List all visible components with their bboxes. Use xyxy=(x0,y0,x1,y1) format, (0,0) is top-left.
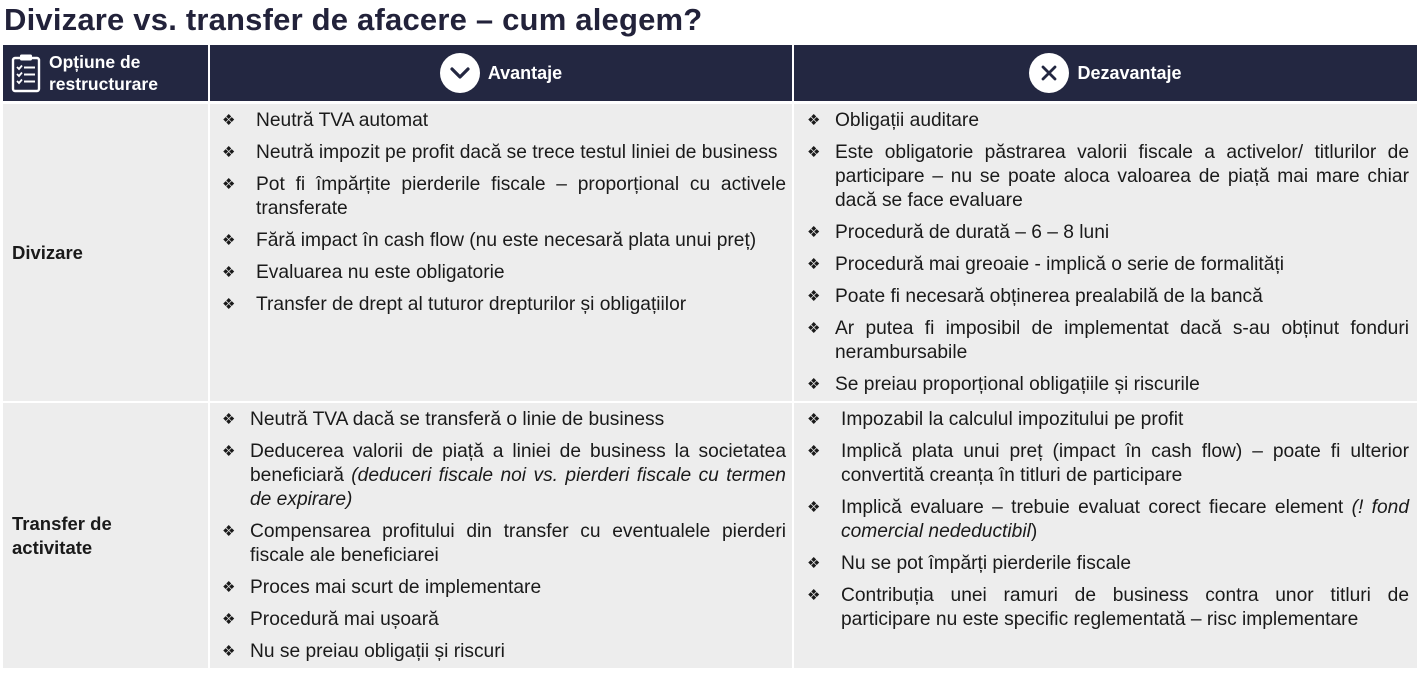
diamond-bullet-icon: ❖ xyxy=(222,264,236,281)
list-item: ❖ Proces mai scurt de implementare xyxy=(222,577,542,598)
list-item: ❖ Ar putea fi imposibil de implementat dacă s-au obținut fonduri nerambursabile xyxy=(807,318,1409,363)
list-item: ❖ Se preiau proporțional obligațiile și riscurile xyxy=(807,374,1200,395)
header-option-label: Opțiune de restructurare xyxy=(49,52,158,94)
list-item: ❖ Implică evaluare – trebuie evaluat corect fiecare element (! fond comercial nedeductibil) xyxy=(807,497,1409,542)
clipboard-checklist-icon xyxy=(9,51,43,95)
diamond-bullet-icon: ❖ xyxy=(222,232,236,249)
comparison-table xyxy=(3,45,1417,668)
list-item: ❖ Contribuția unei ramuri de business contra unor titluri de participare nu este specific reglementată – risc implementare xyxy=(807,585,1409,630)
list-item: ❖ Obligații auditare xyxy=(807,110,979,131)
header-option xyxy=(3,45,208,101)
advantages-list xyxy=(210,104,792,317)
diamond-bullet-icon: ❖ xyxy=(807,256,821,273)
diamond-bullet-icon: ❖ xyxy=(807,224,821,241)
list-item: ❖ Este obligatorie păstrarea valorii fiscale a activelor/ titlurilor de participare – nu se poate aloca valoarea de piață mai mare chiar dacă se face evaluare xyxy=(807,142,1409,211)
diamond-bullet-icon: ❖ xyxy=(222,579,236,596)
header-advantages-label: Avantaje xyxy=(487,63,563,83)
list-item: ❖ Neutră TVA dacă se transferă o linie de business xyxy=(222,409,665,430)
list-item: ❖ Neutră impozit pe profit dacă se trece testul liniei de business xyxy=(222,142,778,163)
list-item: ❖ Poate fi necesară obținerea prealabilă de la bancă xyxy=(807,286,1263,307)
diamond-bullet-icon: ❖ xyxy=(222,611,236,628)
list-item: ❖ Compensarea profitului din transfer cu eventualele pierderi fiscale ale beneficiarei xyxy=(222,521,786,566)
header-disadvantages-label: Dezavantaje xyxy=(1077,63,1182,83)
list-item: ❖ Pot fi împărțite pierderile fiscale – proporțional cu activele transferate xyxy=(222,174,786,219)
diamond-bullet-icon: ❖ xyxy=(222,296,236,313)
diamond-bullet-icon: ❖ xyxy=(807,587,821,604)
list-item: ❖ Fără impact în cash flow (nu este necesară plata unui preț) xyxy=(222,230,757,251)
header-advantages xyxy=(210,45,792,101)
row-label-transfer-de-activitate: Transfer de activitate xyxy=(3,403,208,668)
list-item: ❖ Impozabil la calculul impozitului pe profit xyxy=(807,409,1184,430)
diamond-bullet-icon: ❖ xyxy=(222,176,236,193)
italic-note: (deduceri fiscale noi vs. pierderi fiscale cu termen de expirare) xyxy=(250,465,786,510)
diamond-bullet-icon: ❖ xyxy=(222,643,236,660)
checkmark-circle-icon xyxy=(440,53,480,93)
diamond-bullet-icon: ❖ xyxy=(807,376,821,393)
diamond-bullet-icon: ❖ xyxy=(807,411,821,428)
diamond-bullet-icon: ❖ xyxy=(807,112,821,129)
list-item: ❖ Procedură mai ușoară xyxy=(222,609,439,630)
disadvantages-list xyxy=(794,104,1417,397)
diamond-bullet-icon: ❖ xyxy=(807,499,821,516)
header-disadvantages xyxy=(794,45,1417,101)
diamond-bullet-icon: ❖ xyxy=(222,523,236,540)
list-item: ❖ Nu se pot împărți pierderile fiscale xyxy=(807,553,1132,574)
list-item: ❖ Neutră TVA automat xyxy=(222,110,429,131)
list-item: ❖ Implică plata unui preț (impact în cash flow) – poate fi ulterior convertită creanța în titluri de participare xyxy=(807,441,1409,486)
diamond-bullet-icon: ❖ xyxy=(222,411,236,428)
page-title: Divizare vs. transfer de afacere – cum alegem? xyxy=(4,2,703,37)
diamond-bullet-icon: ❖ xyxy=(807,555,821,572)
list-item: ❖ Procedură mai greoaie - implică o serie de formalități xyxy=(807,254,1284,275)
list-item: ❖ Transfer de drept al tuturor drepturilor și obligațiilor xyxy=(222,294,687,315)
list-item: ❖ Nu se preiau obligații și riscuri xyxy=(222,641,505,662)
diamond-bullet-icon: ❖ xyxy=(807,144,821,161)
diamond-bullet-icon: ❖ xyxy=(807,320,821,337)
x-circle-icon xyxy=(1029,53,1069,93)
diamond-bullet-icon: ❖ xyxy=(222,443,236,460)
disadvantages-cell-divizare xyxy=(794,104,1417,401)
italic-note: (! fond comercial nedeductibil xyxy=(841,497,1409,542)
list-item: ❖ Procedură de durată – 6 – 8 luni xyxy=(807,222,1110,243)
advantages-list xyxy=(210,403,792,664)
row-label-divizare: Divizare xyxy=(3,104,208,401)
disadvantages-cell-transfer xyxy=(794,403,1417,668)
diamond-bullet-icon: ❖ xyxy=(807,288,821,305)
list-item: ❖ Deducerea valorii de piață a liniei de business la societatea beneficiară (deduceri fiscale noi vs. pierderi fiscale cu termen de expirare) xyxy=(222,441,786,510)
disadvantages-list xyxy=(794,403,1417,632)
diamond-bullet-icon: ❖ xyxy=(222,144,236,161)
diamond-bullet-icon: ❖ xyxy=(222,112,236,129)
diamond-bullet-icon: ❖ xyxy=(807,443,821,460)
advantages-cell-divizare xyxy=(210,104,792,401)
list-item: ❖ Evaluarea nu este obligatorie xyxy=(222,262,505,283)
advantages-cell-transfer xyxy=(210,403,792,668)
